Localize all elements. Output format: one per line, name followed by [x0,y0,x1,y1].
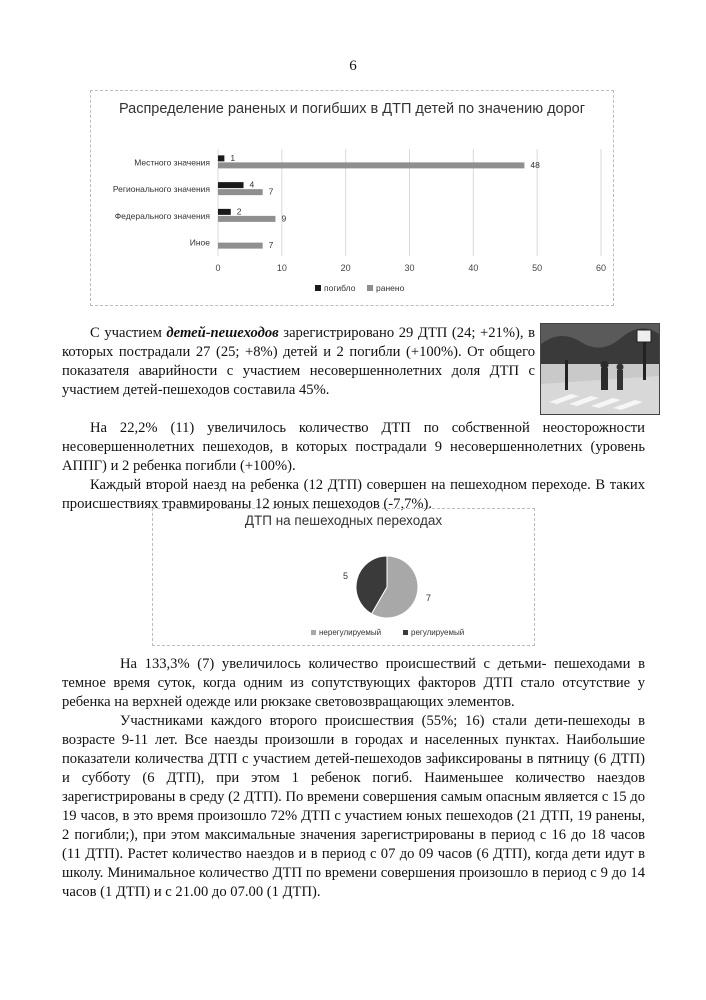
road-type-chart [90,90,614,306]
category-label: Иное [189,237,210,248]
bar-chart-svg [91,91,613,305]
paragraph-text: зарегистрировано 29 ДТП (24; +21%), в которых пострадали 27 (25; +8%) детей и 2 погибли (+100%). От общего показателя аварийности с участием несовершеннолетних доля ДТП с участием детей-пешеходов составила 45%. [62,325,535,398]
x-tick-label: 50 [532,263,543,273]
chart-title: Распределение раненых и погибших в ДТП детей по значению дорог [118,101,586,117]
category-label: Федерального значения [114,210,210,221]
legend-label: погибло [324,283,356,293]
crossings-pie-chart [152,508,535,646]
legend-label: регулируемый [411,628,465,637]
data-label: 9 [281,213,287,224]
category-label: Регионального значения [112,184,210,195]
legend-swatch [311,630,316,635]
paragraph-dark-time: На 133,3% (7) увеличилось количество происшествий с детьми- пешеходами в темное время суток, когда одним из сопутствующих факторов ДТП стало отсутствие у ребенка на верхней одежде или рюкзаке световозвращающих элементов. [62,656,645,710]
data-label: 2 [236,206,242,217]
x-tick-label: 10 [276,263,287,273]
paragraph-pedestrians [62,324,535,400]
pedestrian-crossing-photo [540,323,660,415]
x-tick-label: 30 [404,263,415,273]
legend-swatch [403,630,408,635]
data-label: 5 [342,570,348,581]
data-label: 7 [426,593,432,604]
data-label: 4 [249,179,255,190]
data-label: 7 [268,240,274,251]
chart-title: ДТП на пешеходных переходах [244,513,443,528]
paragraph-text: С участием [90,325,167,341]
page-number: 6 [349,58,357,74]
x-tick-label: 60 [595,263,607,273]
data-label: 48 [530,159,540,170]
bar [218,189,263,195]
photo-image [541,324,659,414]
category-label: Местного значения [134,157,210,168]
x-tick-label: 20 [340,263,351,273]
paragraph-age-time: Участниками каждого второго происшествия (55%; 16) стали дети-пешеходы в возрасте 9-11 лет. Все наезды произошли в городах и населенных пунктах. Наибольшие показатели количества ДТП с участием детей-пешеходов зафиксированы в пятницу (6 ДТП) и субботу (6 ДТП), при этом 1 ребенок погиб. Наименьшее количество наездов зарегистрированы в среду (2 ДТП). По времени совершения самым опасным является с 15 до 19 часов, в это время произошло 72% ДТП с участием юных пешеходов (21 ДТП, 19 ранены, 2 погибли;), при этом максимальные значения зарегистрированы в период с 16 до 18 часов (11 ДТП). Растет количество наездов и в период с 07 до 09 часов (6 ДТП), когда дети идут в школу. Минимальное количество ДТП по времени совершения произошло в период с 9 до 14 часов (1 ДТП) и с 21.00 до 07.00 (1 ДТП). [62,713,645,900]
bar [218,182,244,188]
bar [218,209,231,215]
bar [218,243,263,249]
legend-swatch [367,285,373,291]
emphasis-text: детей-пешеходов [166,325,279,341]
data-label: 7 [268,186,274,197]
legend-label: нерегулируемый [319,628,382,637]
legend-label: ранено [376,283,405,293]
bar [218,155,224,161]
paragraph-crossings: Каждый второй наезд на ребенка (12 ДТП) совершен на пешеходном переходе. В таких происшествиях травмированы 12 юных пешеходов (-7,7%). [62,477,645,512]
paragraph-negligence: На 22,2% (11) увеличилось количество ДТП по собственной неосторожности несовершеннолетних пешеходов, в которых пострадали 9 несовершеннолетних (уровень АППГ) и 2 ребенка погибли (+100%). [62,420,645,474]
bar [218,216,275,222]
legend-swatch [315,285,321,291]
x-tick-label: 40 [468,263,479,273]
data-label: 1 [230,152,236,163]
pie-chart-svg [153,509,534,645]
bar [218,162,524,168]
x-tick-label: 0 [215,263,221,273]
